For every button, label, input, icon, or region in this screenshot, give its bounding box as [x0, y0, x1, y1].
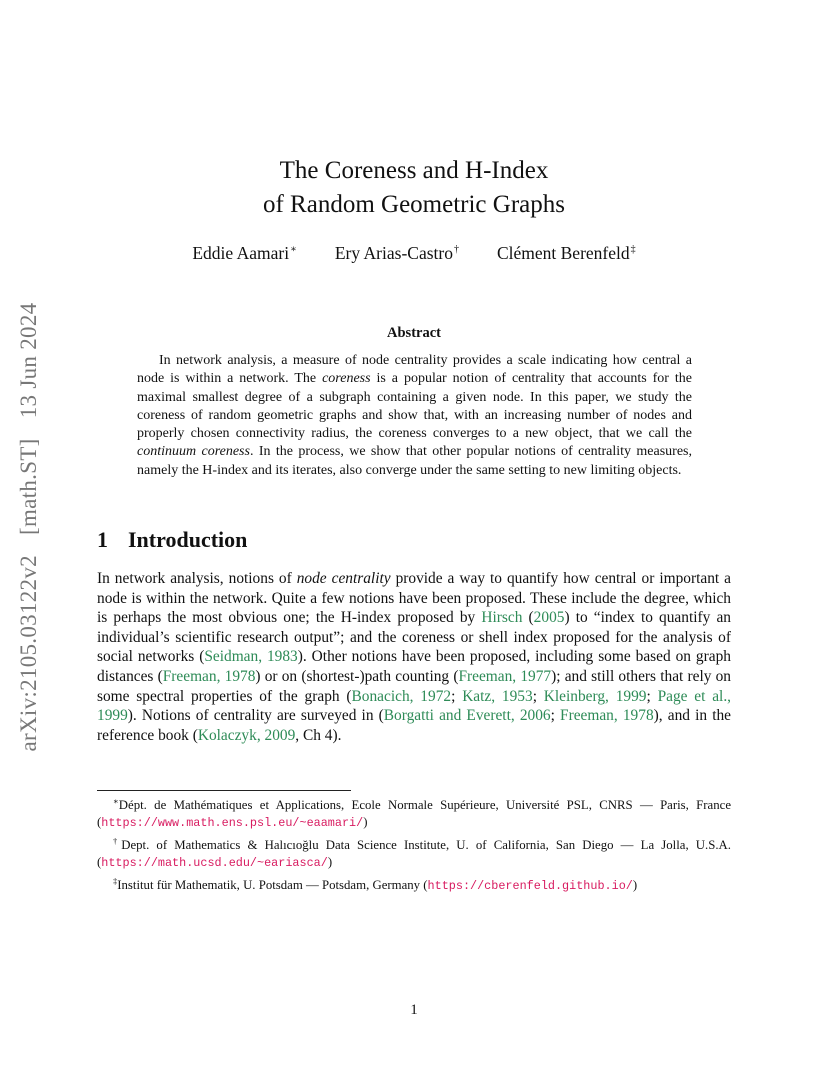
author-name: Clément Berenfeld	[496, 243, 630, 263]
abstract-emphasis: continuum coreness	[137, 444, 250, 460]
intro-text: ). Other notions have been proposed, including some based on graph distances (	[97, 648, 731, 685]
affiliation-mark: ∗	[290, 244, 297, 255]
citation-link[interactable]: 2005	[533, 609, 565, 627]
intro-text: , Ch 4).	[295, 726, 342, 744]
author-3	[497, 243, 636, 264]
intro-text: ;	[532, 687, 544, 705]
footnote-mark: †	[113, 835, 122, 846]
author-2	[335, 243, 459, 264]
arxiv-date: 13 Jun 2024	[16, 302, 41, 419]
intro-text: ) or on (shortest-)path counting (	[255, 667, 459, 685]
intro-text: ) to “index to quantify an individual’s scientific research output”; and the coreness or shell index proposed for the analysis of social networks (	[97, 609, 731, 666]
footnote-text: )	[363, 815, 368, 830]
arxiv-id: arXiv:2105.03122v2	[16, 555, 41, 752]
author-1	[192, 243, 297, 264]
abstract-emphasis: coreness	[322, 371, 371, 387]
arxiv-watermark	[16, 289, 42, 752]
author-list	[0, 243, 828, 264]
footnote-text: Dépt. de Mathématiques et Applications, Ecole Normale Supérieure, Université PSL, CNRS — Paris, France (	[97, 798, 731, 830]
intro-text: In network analysis, notions of	[97, 570, 297, 587]
intro-text: ). Notions of centrality are surveyed in (	[127, 707, 384, 725]
citation-link[interactable]: Katz, 1953	[462, 687, 533, 705]
affiliation-mark: ‡	[630, 244, 636, 255]
intro-text: provide a way to quantify how central or important a node is within the network. Quite a few notions have been proposed. These include the degree, which is perhaps the most obvious one; the H-index proposed by	[97, 570, 731, 627]
homepage-link[interactable]: https://www.math.ens.psl.eu/~eaamari/	[101, 816, 364, 831]
footnote-2	[97, 833, 731, 873]
citation-link[interactable]: Seidman, 1983	[204, 648, 298, 666]
intro-text: ); and still others that rely on some spectral properties of the graph (	[97, 667, 732, 705]
homepage-link[interactable]: https://cberenfeld.github.io/	[427, 878, 633, 893]
author-name: Ery Arias-Castro	[334, 243, 453, 263]
arxiv-category: [math.ST]	[16, 438, 41, 535]
page-number: 1	[410, 1002, 418, 1018]
footnote-rule	[97, 790, 351, 791]
intro-text: ;	[451, 687, 463, 705]
homepage-link[interactable]: https://math.ucsd.edu/~eariasca/	[101, 856, 328, 871]
intro-text: (	[522, 609, 534, 627]
citation-link[interactable]: Freeman, 1978	[162, 667, 256, 685]
section-title: Introduction	[128, 527, 248, 552]
citation-link[interactable]: Freeman, 1977	[458, 667, 552, 685]
citation-link[interactable]: Kleinberg, 1999	[543, 687, 647, 705]
footnote-1	[97, 793, 731, 833]
section-heading	[97, 527, 247, 553]
citation-link[interactable]: Page et al., 1999	[97, 687, 732, 725]
footnotes	[97, 793, 731, 895]
paper-title	[0, 154, 828, 222]
footnote-mark: ‡	[113, 875, 118, 886]
footnote-text: )	[632, 877, 638, 892]
footnote-text: Institut für Mathematik, U. Potsdam — Potsdam, Germany (	[117, 877, 428, 892]
intro-text: ), and in the reference book (	[97, 707, 731, 744]
introduction-paragraph	[97, 569, 731, 745]
abstract-text: is a popular notion of centrality that accounts for the maximal smallest degree of a subgraph containing a given node. In this paper, we study the coreness of random geometric graphs and show that, with an increasing number of nodes and properly chosen connectivity radius, the coreness converges to a new object, that we call the	[137, 371, 692, 442]
footnote-3	[97, 873, 731, 895]
author-name: Eddie Aamari	[192, 243, 290, 263]
footnote-mark: ∗	[113, 796, 119, 806]
citation-link[interactable]: Borgatti and Everett, 2006	[383, 707, 551, 725]
citation-link[interactable]: Bonacich, 1972	[351, 687, 452, 705]
abstract-text: . In the process, we show that other popular notions of centrality measures, namely the H-index and its iterates, also converge under the same setting to new limiting objects.	[137, 444, 692, 478]
affiliation-mark: †	[453, 244, 459, 255]
footnote-text: )	[327, 855, 333, 870]
section-number: 1	[97, 527, 108, 552]
intro-emphasis: node centrality	[296, 570, 391, 587]
title-line-1: The Coreness and H-Index	[279, 157, 549, 184]
intro-text: ;	[646, 687, 658, 705]
intro-text: ;	[550, 707, 561, 725]
citation-link[interactable]: Hirsch	[481, 609, 523, 627]
citation-link[interactable]: Kolaczyk, 2009	[197, 726, 296, 744]
abstract-heading: Abstract	[387, 325, 441, 341]
citation-link[interactable]: Freeman, 1978	[560, 707, 654, 725]
title-line-2: of Random Geometric Graphs	[262, 191, 565, 218]
abstract-body	[137, 352, 692, 480]
abstract-text: In network analysis, a measure of node centrality provides a scale indicating how central a node is within a network. The	[137, 353, 692, 387]
footnote-text: Dept. of Mathematics & Halıcıoğlu Data Science Institute, U. of California, San Diego — La Jolla, U.S.A. (	[97, 837, 731, 870]
